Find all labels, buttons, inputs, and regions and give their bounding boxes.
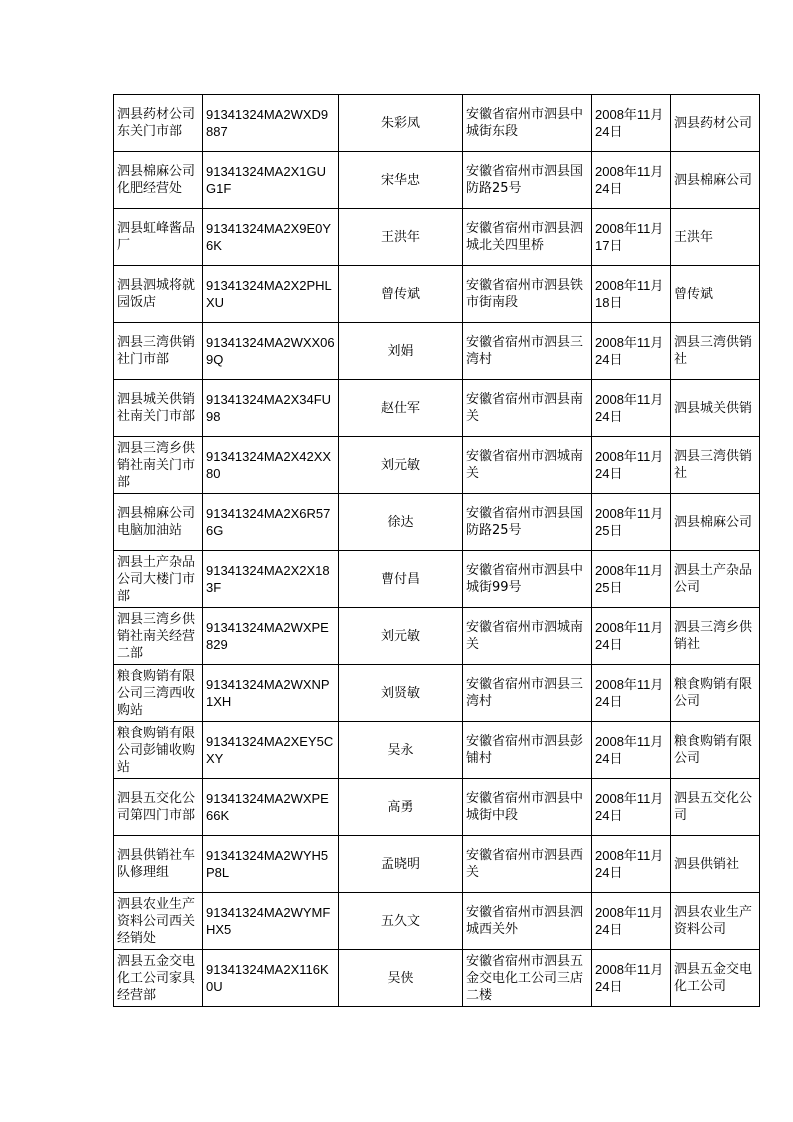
table-row — [114, 494, 760, 551]
credit-code-cell: 91341324MA2X34FU98 — [203, 380, 339, 437]
date-cell: 2008年11月24日 — [592, 665, 671, 722]
company-name-cell: 泗县三湾供销社门市部 — [114, 323, 203, 380]
company-name-cell: 泗县农业生产资料公司西关经销处 — [114, 893, 203, 950]
address-cell: 安徽省宿州市泗县五金交电化工公司三店二楼 — [463, 950, 592, 1007]
parent-entity-cell: 泗县药材公司 — [671, 95, 760, 152]
address-cell: 安徽省宿州市泗县三湾村 — [463, 665, 592, 722]
credit-code-cell: 91341324MA2X9E0Y6K — [203, 209, 339, 266]
company-name-cell: 泗县供销社车队修理组 — [114, 836, 203, 893]
company-name-cell: 泗县五金交电化工公司家具经营部 — [114, 950, 203, 1007]
company-name-cell: 泗县棉麻公司化肥经营处 — [114, 152, 203, 209]
date-cell: 2008年11月24日 — [592, 380, 671, 437]
table-row — [114, 152, 760, 209]
parent-entity-cell: 泗县五金交电化工公司 — [671, 950, 760, 1007]
date-cell: 2008年11月17日 — [592, 209, 671, 266]
credit-code-cell: 91341324MA2X42XX80 — [203, 437, 339, 494]
table-row — [114, 323, 760, 380]
date-cell: 2008年11月24日 — [592, 152, 671, 209]
address-cell: 安徽省宿州市泗县西关 — [463, 836, 592, 893]
company-name-cell: 泗县虹峰酱品厂 — [114, 209, 203, 266]
address-cell: 安徽省宿州市泗县中城街99号 — [463, 551, 592, 608]
legal-person-cell: 徐达 — [339, 494, 463, 551]
company-name-cell: 粮食购销有限公司彭铺收购站 — [114, 722, 203, 779]
credit-code-cell: 91341324MA2WXX069Q — [203, 323, 339, 380]
address-cell: 安徽省宿州市泗县泗城北关四里桥 — [463, 209, 592, 266]
table-row — [114, 836, 760, 893]
table-row — [114, 380, 760, 437]
credit-code-cell: 91341324MA2WXPE829 — [203, 608, 339, 665]
company-name-cell: 泗县城关供销社南关门市部 — [114, 380, 203, 437]
parent-entity-cell: 泗县棉麻公司 — [671, 494, 760, 551]
date-cell: 2008年11月25日 — [592, 494, 671, 551]
legal-person-cell: 宋华忠 — [339, 152, 463, 209]
parent-entity-cell: 泗县三湾供销社 — [671, 437, 760, 494]
parent-entity-cell: 泗县三湾供销社 — [671, 323, 760, 380]
parent-entity-cell: 泗县城关供销 — [671, 380, 760, 437]
parent-entity-cell: 泗县供销社 — [671, 836, 760, 893]
table-row — [114, 893, 760, 950]
parent-entity-cell: 粮食购销有限公司 — [671, 722, 760, 779]
address-cell: 安徽省宿州市泗县国防路25号 — [463, 494, 592, 551]
parent-entity-cell: 王洪年 — [671, 209, 760, 266]
company-name-cell: 泗县五交化公司第四门市部 — [114, 779, 203, 836]
date-cell: 2008年11月24日 — [592, 722, 671, 779]
date-cell: 2008年11月24日 — [592, 95, 671, 152]
legal-person-cell: 吴永 — [339, 722, 463, 779]
legal-person-cell: 刘元敏 — [339, 608, 463, 665]
parent-entity-cell: 泗县棉麻公司 — [671, 152, 760, 209]
date-cell: 2008年11月24日 — [592, 950, 671, 1007]
company-name-cell: 泗县泗城将就园饭店 — [114, 266, 203, 323]
date-cell: 2008年11月24日 — [592, 323, 671, 380]
address-cell: 安徽省宿州市泗城南关 — [463, 608, 592, 665]
parent-entity-cell: 泗县五交化公司 — [671, 779, 760, 836]
address-cell: 安徽省宿州市泗县中城街中段 — [463, 779, 592, 836]
table-row — [114, 950, 760, 1007]
address-cell: 安徽省宿州市泗县中城街东段 — [463, 95, 592, 152]
legal-person-cell: 五久文 — [339, 893, 463, 950]
credit-code-cell: 91341324MA2WYH5P8L — [203, 836, 339, 893]
legal-person-cell: 刘贤敏 — [339, 665, 463, 722]
date-cell: 2008年11月18日 — [592, 266, 671, 323]
credit-code-cell: 91341324MA2X6R576G — [203, 494, 339, 551]
legal-person-cell: 吴侠 — [339, 950, 463, 1007]
legal-person-cell: 朱彩凤 — [339, 95, 463, 152]
address-cell: 安徽省宿州市泗县彭铺村 — [463, 722, 592, 779]
credit-code-cell: 91341324MA2X1GUG1F — [203, 152, 339, 209]
table-row — [114, 551, 760, 608]
company-name-cell: 泗县药材公司东关门市部 — [114, 95, 203, 152]
address-cell: 安徽省宿州市泗县泗城西关外 — [463, 893, 592, 950]
table-row — [114, 95, 760, 152]
company-name-cell: 泗县三湾乡供销社南关经营二部 — [114, 608, 203, 665]
company-name-cell: 粮食购销有限公司三湾西收购站 — [114, 665, 203, 722]
date-cell: 2008年11月24日 — [592, 608, 671, 665]
credit-code-cell: 91341324MA2X116K0U — [203, 950, 339, 1007]
table-row — [114, 779, 760, 836]
legal-person-cell: 刘娟 — [339, 323, 463, 380]
legal-person-cell: 王洪年 — [339, 209, 463, 266]
parent-entity-cell: 曾传斌 — [671, 266, 760, 323]
credit-code-cell: 91341324MA2WXPE66K — [203, 779, 339, 836]
credit-code-cell: 91341324MA2XEY5CXY — [203, 722, 339, 779]
address-cell: 安徽省宿州市泗县国防路25号 — [463, 152, 592, 209]
legal-person-cell: 孟晓明 — [339, 836, 463, 893]
company-name-cell: 泗县三湾乡供销社南关门市部 — [114, 437, 203, 494]
legal-person-cell: 曹付昌 — [339, 551, 463, 608]
table-row — [114, 209, 760, 266]
legal-person-cell: 赵仕军 — [339, 380, 463, 437]
address-cell: 安徽省宿州市泗县南关 — [463, 380, 592, 437]
address-cell: 安徽省宿州市泗县三湾村 — [463, 323, 592, 380]
date-cell: 2008年11月24日 — [592, 893, 671, 950]
credit-code-cell: 91341324MA2X2X183F — [203, 551, 339, 608]
table-row — [114, 665, 760, 722]
credit-code-cell: 91341324MA2WXNP1XH — [203, 665, 339, 722]
parent-entity-cell: 泗县农业生产资料公司 — [671, 893, 760, 950]
legal-person-cell: 刘元敏 — [339, 437, 463, 494]
date-cell: 2008年11月24日 — [592, 437, 671, 494]
company-name-cell: 泗县土产杂品公司大楼门市部 — [114, 551, 203, 608]
credit-code-cell: 91341324MA2WXD9887 — [203, 95, 339, 152]
registration-table — [113, 94, 760, 1007]
table-row — [114, 266, 760, 323]
address-cell: 安徽省宿州市泗城南关 — [463, 437, 592, 494]
table-row — [114, 608, 760, 665]
address-cell: 安徽省宿州市泗县铁市街南段 — [463, 266, 592, 323]
table-row — [114, 722, 760, 779]
table-row — [114, 437, 760, 494]
legal-person-cell: 高勇 — [339, 779, 463, 836]
date-cell: 2008年11月24日 — [592, 779, 671, 836]
legal-person-cell: 曾传斌 — [339, 266, 463, 323]
credit-code-cell: 91341324MA2WYMFHX5 — [203, 893, 339, 950]
parent-entity-cell: 泗县三湾乡供销社 — [671, 608, 760, 665]
table-body — [114, 95, 760, 1007]
credit-code-cell: 91341324MA2X2PHLXU — [203, 266, 339, 323]
parent-entity-cell: 粮食购销有限公司 — [671, 665, 760, 722]
company-name-cell: 泗县棉麻公司电脑加油站 — [114, 494, 203, 551]
date-cell: 2008年11月24日 — [592, 836, 671, 893]
parent-entity-cell: 泗县土产杂品公司 — [671, 551, 760, 608]
date-cell: 2008年11月25日 — [592, 551, 671, 608]
